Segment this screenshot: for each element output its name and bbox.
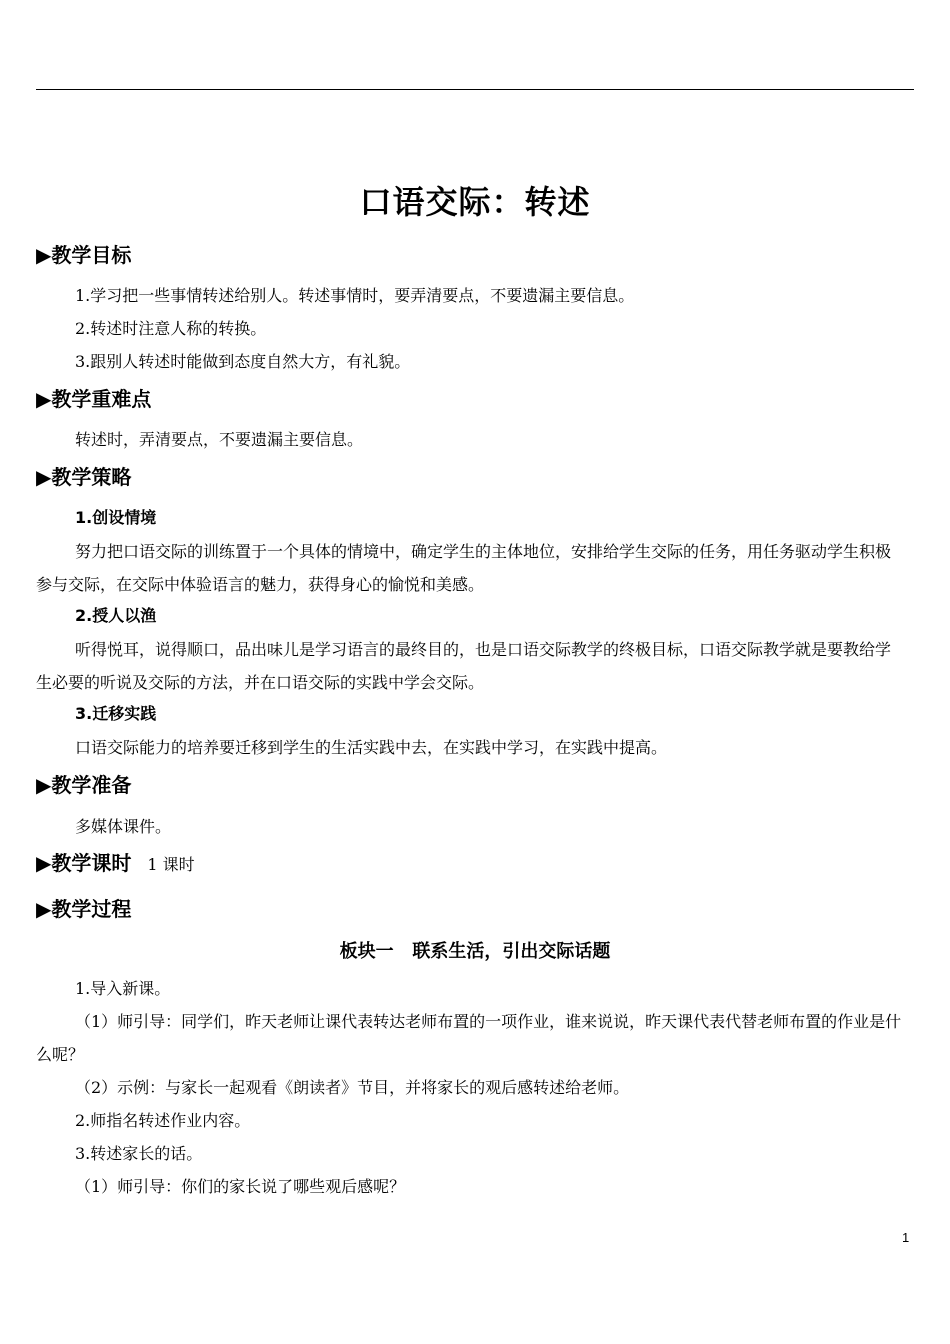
page-title: 口语交际：转述 (359, 183, 591, 221)
strategy-text-2: 听得悦耳，说得顺口，品出味儿是学习语言的最终目的，也是口语交际教学的终极目标，口语交际教学就是要教给学生必要的听说及交际的方法，并在口语交际的实践中学会交际。 (36, 640, 892, 692)
process-line-6: （1）师引导：你们的家长说了哪些观后感呢？ (75, 1177, 406, 1196)
page-number: 1 (902, 1230, 910, 1245)
preparation-text: 多媒体课件。 (75, 817, 172, 836)
heading-teaching-goals: ▶教学目标 (36, 243, 132, 267)
goal-item-3: 3.跟别人转述时能做到态度自然大方，有礼貌。 (75, 352, 411, 371)
heading-teaching-strategy: ▶教学策略 (36, 465, 132, 489)
hours-value: 1 课时 (147, 855, 195, 874)
strategy-title-2: 2.授人以渔 (75, 606, 157, 625)
strategy-text-1: 努力把口语交际的训练置于一个具体的情境中，确定学生的主体地位，安排给学生交际的任务，用任务驱动学生积极参与交际，在交际中体验语言的魅力，获得身心的愉悦和美感。 (36, 542, 892, 594)
heading-teaching-process: ▶教学过程 (36, 897, 132, 921)
strategy-title-1: 1.创设情境 (75, 508, 157, 527)
process-line-1: 1.导入新课。 (75, 979, 171, 998)
header-rule (36, 89, 914, 90)
heading-teaching-preparation: ▶教学准备 (36, 773, 132, 797)
process-line-4: 2.师指名转述作业内容。 (75, 1111, 251, 1130)
process-line-3: （2）示例：与家长一起观看《朗读者》节目，并将家长的观后感转述给老师。 (75, 1078, 630, 1097)
difficulty-text: 转述时，弄清要点，不要遗漏主要信息。 (75, 430, 364, 449)
strategy-title-3: 3.迁移实践 (75, 704, 157, 723)
hours-label: ▶教学课时 (36, 851, 132, 875)
process-line-5: 3.转述家长的话。 (75, 1144, 203, 1163)
goal-item-2: 2.转述时注意人称的转换。 (75, 319, 267, 338)
goal-item-1: 1.学习把一些事情转述给别人。转述事情时，要弄清要点，不要遗漏主要信息。 (75, 286, 635, 305)
process-line-2: （1）师引导：同学们，昨天老师让课代表转达老师布置的一项作业，谁来说说，昨天课代表代替老师布置的作业是什么呢？ (36, 1012, 902, 1064)
section-title: 板块一 联系生活，引出交际话题 (339, 941, 611, 962)
heading-key-difficulties: ▶教学重难点 (36, 387, 152, 411)
heading-teaching-hours (36, 849, 195, 879)
strategy-text-3: 口语交际能力的培养要迁移到学生的生活实践中去，在实践中学习，在实践中提高。 (75, 738, 668, 757)
